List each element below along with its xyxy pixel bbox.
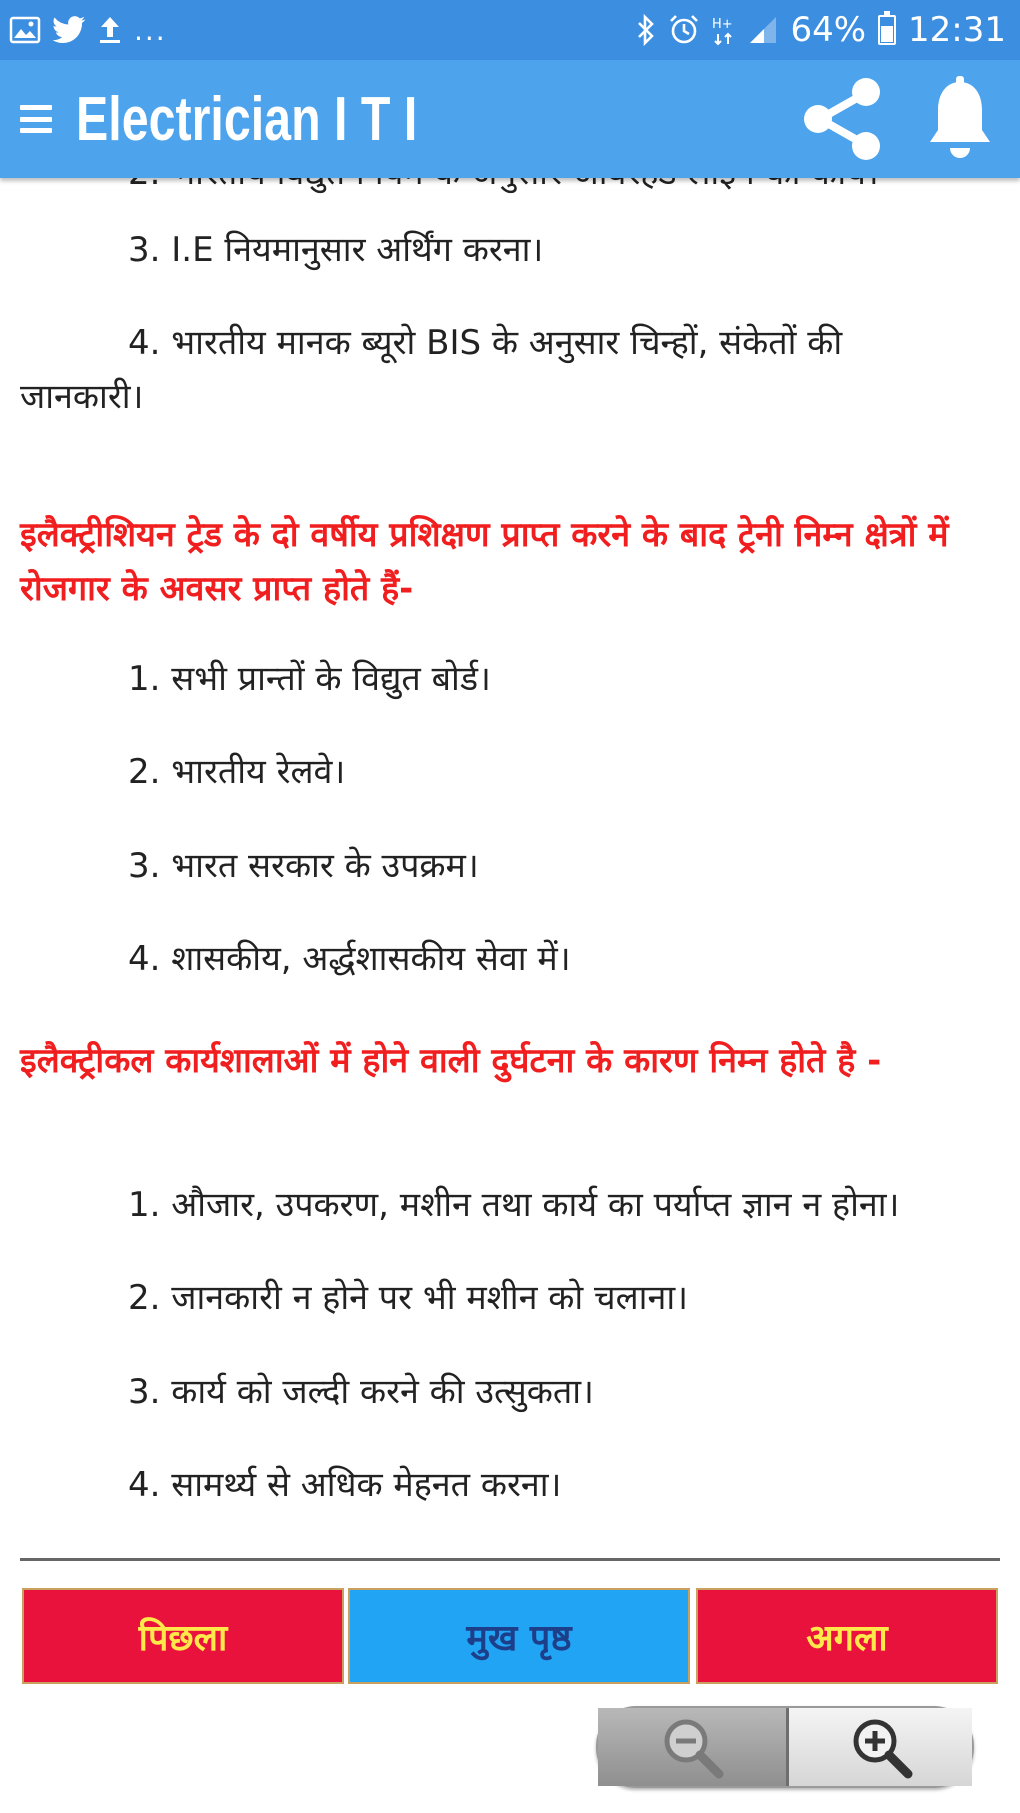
home-button[interactable]: मुख पृष्ठ: [348, 1588, 690, 1684]
status-right: [636, 10, 1006, 50]
alarm-icon: [668, 14, 700, 46]
share-icon[interactable]: [798, 74, 888, 164]
next-button[interactable]: अगला: [696, 1588, 998, 1684]
battery-percent: 64%: [790, 10, 867, 50]
zoom-in-button[interactable]: [789, 1708, 972, 1786]
bluetooth-icon: [636, 14, 656, 46]
divider: [20, 1558, 1000, 1561]
zoom-in-icon: [848, 1714, 914, 1780]
list-item: 2. जानकारी न होने पर भी मशीन को चलाना।: [128, 1278, 689, 1318]
battery-icon: [878, 15, 896, 45]
status-overflow: ...: [134, 13, 167, 47]
list-item: 2. भारतीय रेलवे।: [128, 752, 346, 792]
list-item: 1. औजार, उपकरण, मशीन तथा कार्य का पर्याप्त ज्ञान न होना।: [128, 1185, 900, 1225]
list-item: 3. कार्य को जल्दी करने की उत्सुकता।: [128, 1372, 594, 1412]
menu-icon[interactable]: [20, 99, 52, 139]
status-time: 12:31: [908, 10, 1006, 50]
upload-icon: [98, 15, 122, 45]
svg-text:H+: H+: [712, 17, 734, 32]
zoom-out-icon: [659, 1714, 725, 1780]
content-area[interactable]: [0, 178, 1020, 1548]
content-line: 3. I.E नियमानुसार अर्थिंग करना।: [128, 230, 544, 270]
content-line: 4. भारतीय मानक ब्यूरो BIS के अनुसार चिन्हों, संकेतों की: [128, 323, 843, 363]
list-item: 3. भारत सरकार के उपक्रम।: [128, 846, 479, 886]
twitter-icon: [52, 16, 86, 44]
section-heading: इलैक्ट्रीशियन ट्रेड के दो वर्षीय प्रशिक्षण प्राप्त करने के बाद ट्रेनी निम्न क्षेत्रों में रोजगार के अवसर प्राप्त होते हैं-: [20, 515, 949, 609]
signal-icon: [748, 15, 778, 45]
content-line: जानकारी।: [20, 377, 144, 417]
app-bar: [0, 60, 1020, 178]
list-item: 1. सभी प्रान्तों के विद्युत बोर्ड।: [128, 659, 491, 699]
previous-button[interactable]: पिछला: [22, 1588, 344, 1684]
status-left: [10, 14, 167, 47]
app-title: Electrician I T I: [76, 84, 418, 154]
status-bar: [0, 0, 1020, 60]
zoom-control: [596, 1706, 974, 1788]
list-item: 4. सामर्थ्य से अधिक मेहनत करना।: [128, 1465, 562, 1505]
bell-icon[interactable]: [924, 74, 996, 164]
zoom-out-button[interactable]: [598, 1708, 786, 1786]
image-icon: [10, 17, 40, 43]
list-item: 4. शासकीय, अर्द्धशासकीय सेवा में।: [128, 939, 571, 979]
network-hplus-icon: [712, 14, 736, 46]
section-heading: इलैक्ट्रीकल कार्यशालाओं में होने वाली दुर्घटना के कारण निम्न होते है -: [20, 1041, 882, 1081]
